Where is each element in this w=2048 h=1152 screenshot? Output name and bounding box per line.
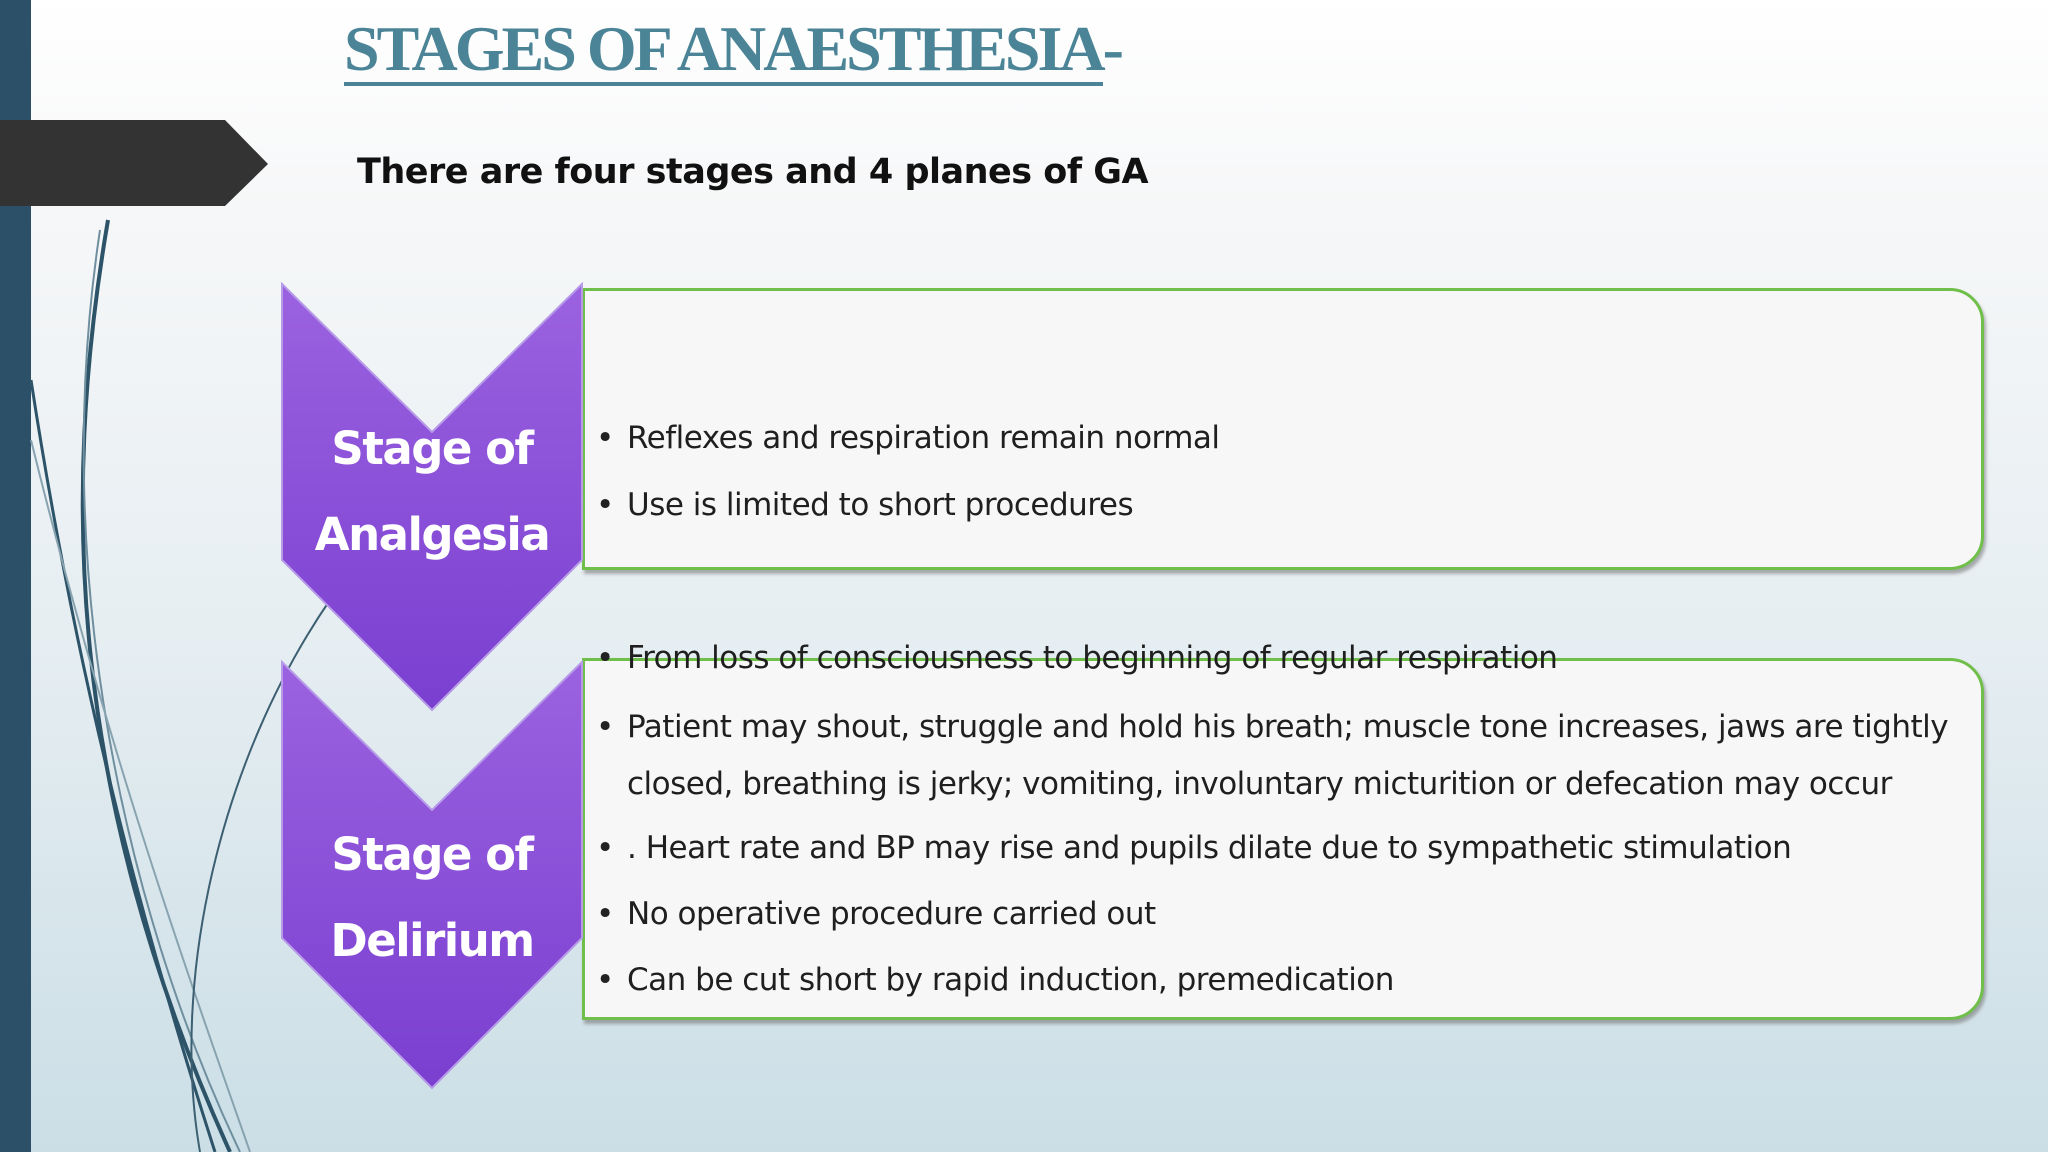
list-item: • Reflexes and respiration remain normal — [596, 415, 1220, 461]
stage-analgesia-bullets — [596, 415, 1220, 528]
slide-subtitle: There are four stages and 4 planes of GA — [357, 152, 1149, 192]
section-tag-arrow — [0, 120, 270, 208]
stage-analgesia-label: Stage of Analgesia — [314, 422, 550, 561]
slide-title: STAGES OF ANAESTHESIA- — [344, 13, 1121, 84]
list-item: • Patient may shout, struggle and hold his breath; muscle tone increases, jaws are tightly closed, breathing is jerky; vomiting, involuntary micturition or defecation may occur — [596, 699, 1966, 813]
list-item: • . Heart rate and BP may rise and pupils dilate due to sympathetic stimulation — [596, 823, 1966, 873]
stage-delirium-label: Stage of Delirium — [330, 828, 534, 967]
list-item: • From loss of consciousness to beginning of regular respiration — [596, 633, 1966, 683]
stage-delirium-bullets — [596, 633, 1966, 1005]
list-item: • Use is limited to short procedures — [596, 482, 1220, 528]
list-item: • Can be cut short by rapid induction, premedication — [596, 955, 1966, 1005]
list-item: • No operative procedure carried out — [596, 889, 1966, 939]
